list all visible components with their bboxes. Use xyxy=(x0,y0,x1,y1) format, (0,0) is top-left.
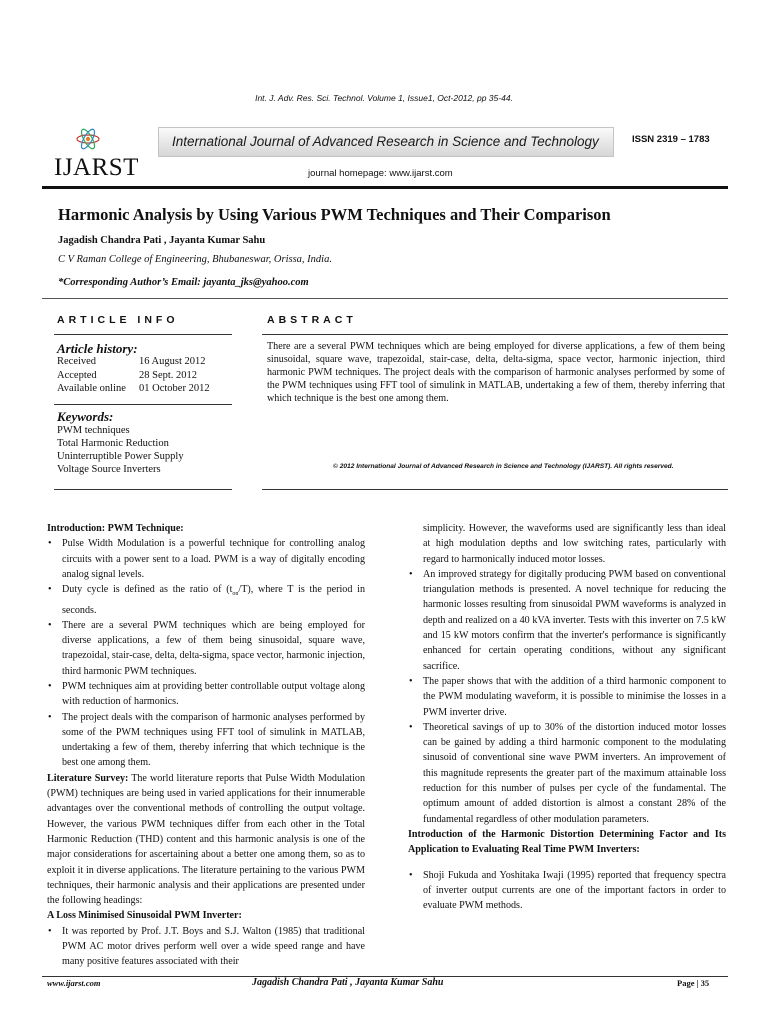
abstract-text: There are a several PWM techniques which are being employed for diverse applications, a few of them being sinusoidal, square wave, trapezoidal, stair-case, delta, delta-sigma, space vector, harmonic injection, third harmonic PWM techniques. The project deals with the comparison of harmonic analyses performed by some of the PWM techniques using FFT tool of simulink in MATLAB, undertaking a few of them, thereby inferring that which technique is the best one among them. xyxy=(267,341,725,404)
history-value: 16 August 2012 xyxy=(139,356,206,367)
list-item: • An improved strategy for digitally producing PWM based on conventional triangulation methods is presented. A novel technique for reducing the harmonic losses resulting from sinusoidal PWM waveforms is analyzed in depth and realized on a 40 kVA inverter. Tests with this inverter on 7.5 kW and 15 kW motors confirm that the inverter's performance is significantly enhanced for certain operating conditions, without any significant sacrifice. xyxy=(408,567,726,674)
duty-cycle-subscript: on xyxy=(232,591,239,598)
literature-survey-paragraph xyxy=(47,771,365,909)
keywords-heading: Keywords: xyxy=(57,409,114,424)
list-item xyxy=(47,582,365,618)
spacer xyxy=(408,858,726,868)
keyword: Voltage Source Inverters xyxy=(57,464,161,475)
list-item: • There are a several PWM techniques which are being employed for diverse applications, a few of them being sinusoidal, square wave, trapezoidal, stair-case, delta, delta-sigma, space vector, harmonic injection, third harmonic PWM techniques. xyxy=(47,618,365,679)
author-affiliation: C V Raman College of Engineering, Bhubaneswar, Orissa, India. xyxy=(58,254,332,265)
loss-minimised-heading: A Loss Minimised Sinusoidal PWM Inverter: xyxy=(47,910,242,922)
logo-text: IJARST xyxy=(54,154,139,181)
keyword: Total Harmonic Reduction xyxy=(57,438,169,449)
history-row xyxy=(57,356,237,367)
abstract-heading: ABSTRACT xyxy=(267,314,357,326)
intro-heading: Introduction: PWM Technique: xyxy=(47,523,184,534)
article-info-rule-top xyxy=(54,334,232,335)
duty-cycle-text: Duty cycle is defined as the ratio of (t xyxy=(62,584,233,596)
history-label: Received xyxy=(57,356,97,367)
issn: ISSN 2319 – 1783 xyxy=(632,134,710,145)
list-item: • Shoji Fukuda and Yoshitaka Iwaji (1995) reported that frequency spectra of inverter output currents are one of the important factors in order to evaluate PWM methods. xyxy=(408,868,726,914)
page-number: Page | 35 xyxy=(677,978,710,988)
list-item: • The paper shows that with the addition of a third harmonic component to the PWM modulating waveform, it is possible to minimise the losses in a PWM inverter drive. xyxy=(408,674,726,720)
history-label: Accepted xyxy=(57,370,97,381)
literature-survey-text: The world literature reports that Pulse Width Modulation (PWM) techniques are being used in varied applications for their innumerable advantages over the conventional methods of controlling the output voltage. However, the various PWM techniques differ from each other in the Total Harmonic Reduction (THD) content and this harmonic analysis is one of the major considerations for ascertaining about a better one among them, so as to exploit it in diverse applications. The literature pertaining to the various PWM techniques, their harmonic analysis and their applications are presented under the following headings: xyxy=(47,772,365,907)
list-item: • It was reported by Prof. J.T. Boys and S.J. Walton (1985) that traditional PWM AC motor drives perform well over a wide speed range and have many positive features associated with their xyxy=(47,924,365,970)
list-item: • PWM techniques aim at providing better controllable output voltage along with reduction of harmonics. xyxy=(47,679,365,710)
list-item: • Theoretical savings of up to 30% of the distortion induced motor losses can be gained by adding a third harmonic component to the modulating sinusoid of conventional sine wave PWM inverters. An improvement of this magnitude represents the greater part of the maximum attainable loss reduction for this number of pulses per cycle of the fundamental. The optimum amount of added distortion is almost a constant 28% of the fundamental regardless of other modulation parameters. xyxy=(408,720,726,827)
footer-site: www.ijarst.com xyxy=(47,978,101,988)
list-item: • The project deals with the comparison of harmonic analyses performed by some of the PWM techniques using FFT tool of simulink in MATLAB, undertaking a few of them, thereby inferring that which technique is the best one among them. xyxy=(47,710,365,771)
history-value: 01 October 2012 xyxy=(139,383,210,394)
article-info-heading: ARTICLE INFO xyxy=(57,314,179,326)
paper-title: Harmonic Analysis by Using Various PWM Techniques and Their Comparison xyxy=(58,205,611,224)
article-info-rule-mid xyxy=(54,404,232,405)
corresponding-email: *Corresponding Author’s Email: jayanta_jks@yahoo.com xyxy=(58,277,309,288)
journal-name-banner: International Journal of Advanced Research in Science and Technology xyxy=(158,127,614,157)
article-history-heading: Article history: xyxy=(57,341,138,356)
history-value: 28 Sept. 2012 xyxy=(139,370,198,381)
journal-citation: Int. J. Adv. Res. Sci. Technol. Volume 1, Issue1, Oct-2012, pp 35-44. xyxy=(255,93,513,103)
history-label: Available online xyxy=(57,383,126,394)
copyright-notice: © 2012 International Journal of Advanced Research in Science and Technology (IJARST). All rights reserved. xyxy=(333,463,674,470)
keyword: PWM techniques xyxy=(57,425,130,436)
title-divider xyxy=(42,298,728,299)
harmonic-distortion-heading: Introduction of the Harmonic Distortion Determining Factor and Its Application to Evaluating Real Time PWM Inverters: xyxy=(408,828,726,856)
article-info-rule-bottom xyxy=(54,489,232,490)
list-item-continuation: simplicity. However, the waveforms used are significantly less than ideal at high modulation depths and low switching rates, particularly with regard to harmonically induced motor losses. xyxy=(423,523,726,565)
list-item: • Pulse Width Modulation is a powerful technique for controlling analog circuits with a power sent to a load. PWM is a way of digitally encoding analog signal levels. xyxy=(47,536,365,582)
atom-icon xyxy=(75,126,101,152)
journal-homepage: journal homepage: www.ijarst.com xyxy=(308,168,453,179)
history-row xyxy=(57,383,237,394)
header-divider xyxy=(42,186,728,189)
literature-survey-lead: Literature Survey: xyxy=(47,772,129,784)
duty-cycle-tail: /T), where T is the period in seconds. xyxy=(62,584,366,616)
footer-authors: Jagadish Chandra Pati , Jayanta Kumar Sahu xyxy=(252,977,444,988)
journal-logo xyxy=(54,126,144,188)
body-right-column xyxy=(408,521,726,913)
paper-authors: Jagadish Chandra Pati , Jayanta Kumar Sahu xyxy=(58,235,266,246)
keyword: Uninterruptible Power Supply xyxy=(57,451,184,462)
history-row xyxy=(57,370,237,381)
body-left-column xyxy=(47,521,365,970)
abstract-rule-top xyxy=(262,334,728,335)
abstract-rule-bottom xyxy=(262,489,728,490)
